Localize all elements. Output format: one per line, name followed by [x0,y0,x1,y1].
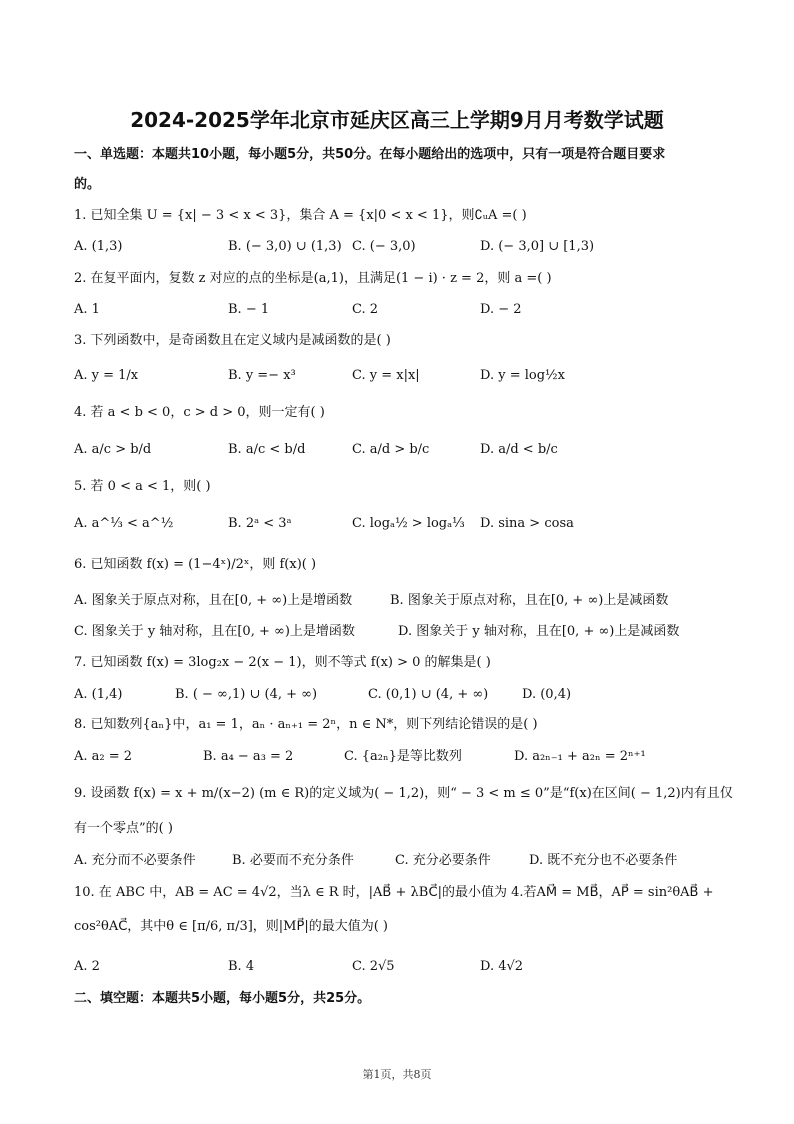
question-1-option-a: A. (1,3) [74,239,123,254]
question-1-stem: 1. 已知全集 U = {x| − 3 < x < 3}，集合 A = {x|0 < x < 1}，则∁ᵤA =( ) [74,208,527,223]
page-title: 2024-2025学年北京市延庆区高三上学期9月月考数学试题 [130,108,664,132]
question-10-option-d: D. 4√2 [480,959,524,974]
section-1-heading: 一、单选题：本题共10小题，每小题5分，共50分。在每小题给出的选项中，只有一项是符合题目要求 [74,147,666,162]
question-2-stem: 2. 在复平面内，复数 z 对应的点的坐标是(a,1)，且满足(1 − i) · z = 2，则 a =( ) [74,271,552,286]
question-3-option-c: C. y = x|x| [352,368,420,383]
question-7-stem: 7. 已知函数 f(x) = 3log₂x − 2(x − 1)，则不等式 f(x) > 0 的解集是( ) [74,655,491,670]
question-3-option-b: B. y =− x³ [228,368,296,383]
question-9-option-d: D. 既不充分也不必要条件 [529,853,678,868]
question-3-option-a: A. y = 1/x [74,368,139,383]
question-10-option-b: B. 4 [228,959,255,974]
question-1-option-b: B. (− 3,0) ∪ (1,3) [228,239,342,254]
page-footer: 第1页，共8页 [362,1068,432,1081]
question-3-option-d: D. y = log½x [480,368,565,383]
question-10-stem: 10. 在 ABC 中，AB = AC = 4√2，当λ ∈ R 时，|AB⃗ + λBC⃗|的最小值为 4.若AM⃗ = MB⃗，AP⃗ = sin²θAB⃗ + [74,885,714,900]
question-5-option-d: D. sina > cosa [480,516,574,531]
question-2-option-c: C. 2 [352,302,379,317]
question-7-option-a: A. (1,4) [74,687,123,702]
question-8-option-d: D. a₂ₙ₋₁ + a₂ₙ = 2ⁿ⁺¹ [514,749,646,764]
question-8-stem: 8. 已知数列{aₙ}中，a₁ = 1，aₙ · aₙ₊₁ = 2ⁿ，n ∈ N*，则下列结论错误的是( ) [74,717,538,732]
question-6-stem: 6. 已知函数 f(x) = (1−4ˣ)/2ˣ，则 f(x)( ) [74,557,317,572]
question-4-option-c: C. a/d > b/c [352,442,430,457]
question-2-option-a: A. 1 [74,302,100,317]
question-10-option-a: A. 2 [74,959,100,974]
question-6-option-d: D. 图象关于 y 轴对称，且在[0, + ∞)上是减函数 [398,624,680,639]
question-5-option-a: A. a^⅓ < a^½ [74,516,174,531]
question-7-option-c: C. (0,1) ∪ (4, + ∞) [368,687,489,702]
question-9-stem-cont: 有一个零点”的( ) [74,821,173,836]
question-9-option-b: B. 必要而不充分条件 [232,853,354,868]
question-10-stem-cont: cos²θAC⃗，其中θ ∈ [π/6, π/3]，则|MP⃗|的最大值为( ) [74,919,388,934]
question-8-option-a: A. a₂ = 2 [74,749,133,764]
question-7-option-d: D. (0,4) [522,687,572,702]
question-10-option-c: C. 2√5 [352,959,395,974]
question-6-option-c: C. 图象关于 y 轴对称，且在[0, + ∞)上是增函数 [74,624,355,639]
question-9-stem: 9. 设函数 f(x) = x + m/(x−2) (m ∈ R)的定义域为( − 1,2)，则“ − 3 < m ≤ 0”是“f(x)在区间( − 1,2)内有且仅 [74,786,733,801]
question-4-option-d: D. a/d < b/c [480,442,558,457]
question-6-option-b: B. 图象关于原点对称，且在[0, + ∞)上是减函数 [390,593,669,608]
question-5-option-c: C. logₐ½ > logₐ⅓ [352,516,465,531]
section-2-heading: 二、填空题：本题共5小题，每小题5分，共25分。 [74,991,371,1006]
question-4-option-b: B. a/c < b/d [228,442,306,457]
question-2-option-b: B. − 1 [228,302,270,317]
question-5-option-b: B. 2ᵃ < 3ᵃ [228,516,292,531]
question-8-option-c: C. {a₂ₙ}是等比数列 [344,749,462,764]
question-9-option-a: A. 充分而不必要条件 [74,853,196,868]
question-9-option-c: C. 充分必要条件 [395,853,491,868]
question-3-stem: 3. 下列函数中，是奇函数且在定义域内是减函数的是( ) [74,333,391,348]
question-6-option-a: A. 图象关于原点对称，且在[0, + ∞)上是增函数 [74,593,353,608]
section-1-heading-cont: 的。 [74,177,101,192]
question-2-option-d: D. − 2 [480,302,522,317]
question-5-stem: 5. 若 0 < a < 1，则( ) [74,479,211,494]
question-7-option-b: B. ( − ∞,1) ∪ (4, + ∞) [175,687,318,702]
question-4-stem: 4. 若 a < b < 0，c > d > 0，则一定有( ) [74,405,325,420]
question-8-option-b: B. a₄ − a₃ = 2 [203,749,294,764]
question-1-option-d: D. (− 3,0] ∪ [1,3) [480,239,595,254]
question-4-option-a: A. a/c > b/d [74,442,152,457]
question-1-option-c: C. (− 3,0) [352,239,416,254]
